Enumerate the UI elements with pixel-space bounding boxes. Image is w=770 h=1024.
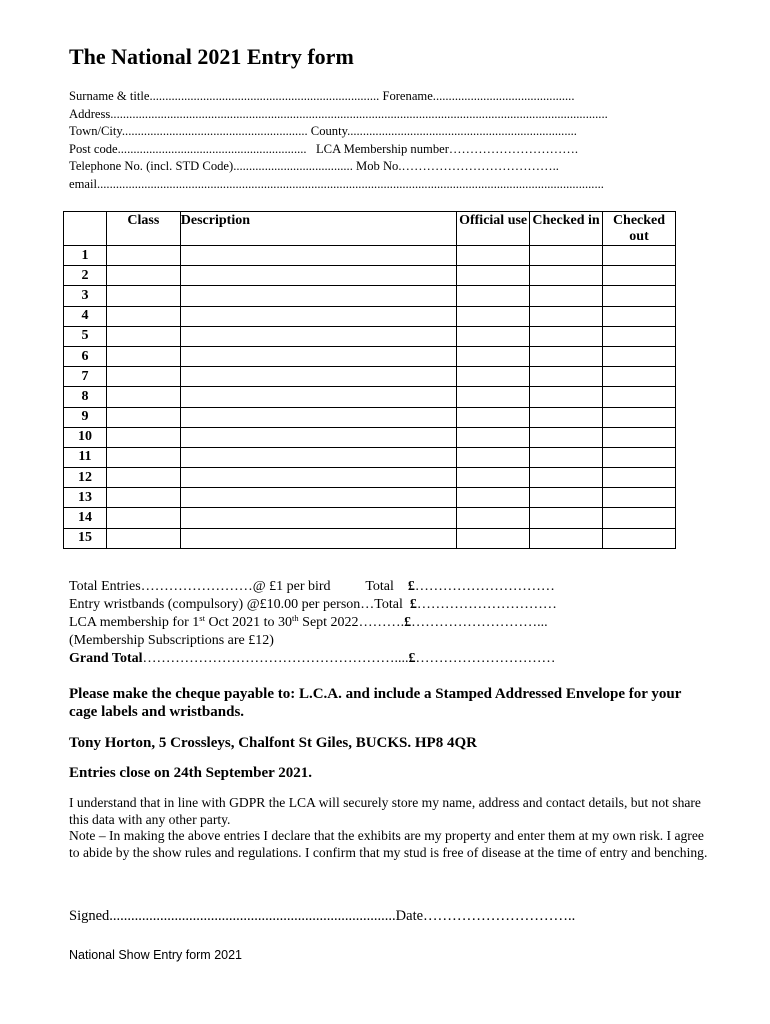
row-number: 11 (64, 447, 107, 467)
official-use-cell[interactable] (457, 447, 530, 467)
wristbands-amount[interactable]: ………………………… (416, 597, 557, 612)
address-line (69, 106, 651, 122)
official-use-cell[interactable] (457, 427, 530, 447)
telephone-label: Telephone No. (incl. STD Code) (69, 159, 234, 173)
checked-in-cell[interactable] (530, 326, 603, 346)
wristbands-label: Entry wristbands (compulsory) @£10.00 per person…Total (69, 597, 403, 612)
page-footer: National Show Entry form 2021 (69, 948, 243, 962)
class-cell[interactable] (106, 447, 180, 467)
checked-out-cell[interactable] (603, 367, 676, 387)
class-cell[interactable] (106, 387, 180, 407)
telephone-mob-line (69, 158, 651, 174)
header-checked-in: Checked in (530, 212, 603, 246)
mob-label: Mob No. (356, 159, 402, 173)
signature-field[interactable]: ............................................................................... (109, 908, 396, 924)
checked-out-cell[interactable] (603, 508, 676, 528)
town-county-line (69, 123, 651, 139)
postal-address: Tony Horton, 5 Crossleys, Chalfont St Giles, BUCKS. HP8 4QR (69, 735, 477, 751)
table-row (64, 286, 676, 306)
checked-out-cell[interactable] (603, 528, 676, 548)
checked-in-cell[interactable] (530, 367, 603, 387)
table-row (64, 326, 676, 346)
official-use-cell[interactable] (457, 367, 530, 387)
description-cell[interactable] (180, 306, 456, 326)
checked-in-cell[interactable] (530, 468, 603, 488)
checked-in-cell[interactable] (530, 246, 603, 266)
checked-out-cell[interactable] (603, 266, 676, 286)
official-use-cell[interactable] (457, 407, 530, 427)
checked-in-cell[interactable] (530, 306, 603, 326)
email-line (69, 176, 651, 192)
checked-out-cell[interactable] (603, 488, 676, 508)
forename-field[interactable]: ............................................. (432, 89, 575, 103)
table-row (64, 306, 676, 326)
membership-prefix: LCA membership for 1 (69, 615, 200, 630)
post-code-label: Post code (69, 142, 118, 156)
row-number: 2 (64, 266, 107, 286)
checked-out-cell[interactable] (603, 468, 676, 488)
page-title: The National 2021 Entry form (69, 44, 354, 69)
description-cell[interactable] (180, 407, 456, 427)
wristbands-line (69, 596, 557, 614)
row-number: 9 (64, 407, 107, 427)
checked-in-cell[interactable] (530, 266, 603, 286)
class-cell[interactable] (106, 488, 180, 508)
header-number (64, 212, 107, 246)
total-entries-line (69, 578, 555, 596)
membership-mid: Oct 2021 to 30 (204, 615, 293, 630)
town-city-field[interactable]: ........................................................... (121, 124, 311, 138)
official-use-cell[interactable] (457, 346, 530, 366)
description-cell[interactable] (180, 508, 456, 528)
table-header-row (64, 212, 676, 246)
date-label: Date (395, 908, 424, 924)
currency-symbol: £ (407, 579, 415, 594)
description-cell[interactable] (180, 528, 456, 548)
row-number: 12 (64, 468, 107, 488)
per-bird-label: @ £1 per bird (252, 579, 331, 594)
official-use-cell[interactable] (457, 387, 530, 407)
grand-total-amount[interactable]: ………………………… (415, 651, 556, 666)
official-use-cell[interactable] (457, 468, 530, 488)
checked-out-cell[interactable] (603, 387, 676, 407)
header-checked-out: Checked out (603, 212, 676, 246)
address-label: Address (69, 107, 111, 121)
checked-out-cell[interactable] (603, 346, 676, 366)
description-cell[interactable] (180, 367, 456, 387)
total-entries-amount[interactable]: ………………………… (414, 579, 555, 594)
class-cell[interactable] (106, 246, 180, 266)
description-cell[interactable] (180, 346, 456, 366)
official-use-cell[interactable] (457, 326, 530, 346)
address-field[interactable]: .............................................................................................................................................................. (110, 107, 608, 121)
row-number: 5 (64, 326, 107, 346)
description-cell[interactable] (180, 387, 456, 407)
row-number: 4 (64, 306, 107, 326)
entries-table (63, 211, 676, 549)
town-city-label: Town/City (69, 124, 122, 138)
official-use-cell[interactable] (457, 246, 530, 266)
gdpr-statement: I understand that in line with GDPR the LCA will securely store my name, address and contact details, but not share this data with any other party. (69, 795, 701, 827)
table-row (64, 367, 676, 387)
description-cell[interactable] (180, 326, 456, 346)
official-use-cell[interactable] (457, 528, 530, 548)
surname-label: Surname & title (69, 89, 150, 103)
header-official-use: Official use (457, 212, 530, 246)
signed-label: Signed (69, 908, 110, 924)
official-use-cell[interactable] (457, 488, 530, 508)
row-number: 1 (64, 246, 107, 266)
description-cell[interactable] (180, 427, 456, 447)
membership-line: LCA membership for 1st Oct 2021 to 30th Sept 2022……….£………………………... (69, 613, 548, 630)
class-cell[interactable] (106, 346, 180, 366)
description-cell[interactable] (180, 246, 456, 266)
description-cell[interactable] (180, 447, 456, 467)
table-row (64, 508, 676, 528)
checked-in-cell[interactable] (530, 447, 603, 467)
table-row (64, 387, 676, 407)
class-cell[interactable] (106, 286, 180, 306)
table-row (64, 407, 676, 427)
total-label: Total (365, 579, 394, 594)
class-cell[interactable] (106, 427, 180, 447)
surname-forename-line (69, 88, 651, 104)
class-cell[interactable] (106, 266, 180, 286)
county-field[interactable]: ......................................................................... (347, 124, 577, 138)
currency-symbol: £ (409, 597, 417, 612)
forename-label: Forename (382, 89, 433, 103)
official-use-cell[interactable] (457, 266, 530, 286)
table-row (64, 246, 676, 266)
class-cell[interactable] (106, 508, 180, 528)
table-row (64, 447, 676, 467)
lca-membership-field[interactable]: …………………………. (448, 142, 578, 156)
row-number: 7 (64, 367, 107, 387)
membership-sup-2: th (292, 613, 299, 623)
checked-out-cell[interactable] (603, 447, 676, 467)
table-row (64, 468, 676, 488)
email-label: email (69, 177, 97, 191)
subscriptions-note: (Membership Subscriptions are £12) (69, 633, 274, 648)
checked-in-cell[interactable] (530, 488, 603, 508)
checked-in-cell[interactable] (530, 427, 603, 447)
checked-in-cell[interactable] (530, 387, 603, 407)
table-row (64, 266, 676, 286)
membership-suffix: Sept 2022 (298, 615, 359, 630)
membership-sup-1: st (199, 613, 205, 623)
mob-field[interactable]: ……………………………….. (401, 159, 559, 173)
checked-out-cell[interactable] (603, 306, 676, 326)
cheque-instructions: Please make the cheque payable to: L.C.A. and include a Stamped Addressed Envelope for your cage labels and wristbands. (69, 686, 682, 720)
checked-in-cell[interactable] (530, 286, 603, 306)
grand-total-line: Grand Total………………………………………………....£………………………… (69, 651, 556, 666)
description-cell[interactable] (180, 286, 456, 306)
checked-out-cell[interactable] (603, 286, 676, 306)
table-row (64, 427, 676, 447)
surname-field[interactable]: ......................................................................... (149, 89, 383, 103)
class-cell[interactable] (106, 306, 180, 326)
signature-line (69, 908, 575, 925)
grand-total-label: Grand Total (69, 651, 143, 666)
currency-symbol: £ (404, 615, 412, 630)
header-class: Class (106, 212, 180, 246)
checked-out-cell[interactable] (603, 326, 676, 346)
table-row (64, 346, 676, 366)
post-code-field[interactable]: ............................................................ (117, 142, 316, 156)
class-cell[interactable] (106, 468, 180, 488)
telephone-field[interactable]: ...................................... (233, 159, 356, 173)
entries-close-date: Entries close on 24th September 2021. (69, 765, 313, 781)
class-cell[interactable] (106, 367, 180, 387)
row-number: 6 (64, 346, 107, 366)
class-cell[interactable] (106, 528, 180, 548)
row-number: 14 (64, 508, 107, 528)
county-label: County (310, 124, 348, 138)
description-cell[interactable] (180, 488, 456, 508)
checked-in-cell[interactable] (530, 407, 603, 427)
checked-out-cell[interactable] (603, 407, 676, 427)
checked-in-cell[interactable] (530, 346, 603, 366)
row-number: 15 (64, 528, 107, 548)
official-use-cell[interactable] (457, 508, 530, 528)
row-number: 13 (64, 488, 107, 508)
class-cell[interactable] (106, 326, 180, 346)
lca-membership-label: LCA Membership number (315, 142, 449, 156)
checked-out-cell[interactable] (603, 427, 676, 447)
description-cell[interactable] (180, 468, 456, 488)
table-row (64, 488, 676, 508)
class-cell[interactable] (106, 407, 180, 427)
currency-symbol: £ (408, 651, 416, 666)
row-number: 8 (64, 387, 107, 407)
checked-in-cell[interactable] (530, 528, 603, 548)
header-description: Description (180, 212, 456, 246)
checked-out-cell[interactable] (603, 246, 676, 266)
total-entries-label: Total Entries (69, 579, 141, 594)
email-field[interactable]: ................................................................................................................................................................. (96, 177, 604, 191)
postcode-membership-line (69, 141, 651, 157)
description-cell[interactable] (180, 266, 456, 286)
table-row (64, 528, 676, 548)
row-number: 10 (64, 427, 107, 447)
membership-amount[interactable]: ………………………... (411, 615, 548, 630)
official-use-cell[interactable] (457, 306, 530, 326)
date-field[interactable]: ………………………….. (423, 908, 576, 924)
total-entries-field[interactable]: …………………… (140, 579, 253, 594)
official-use-cell[interactable] (457, 286, 530, 306)
row-number: 3 (64, 286, 107, 306)
checked-in-cell[interactable] (530, 508, 603, 528)
declaration-note: Note – In making the above entries I declare that the exhibits are my property and enter them at my own risk. I agree to abide by the show rules and regulations. I confirm that my stud is free of disease at the time of entry and benching. (69, 828, 708, 860)
